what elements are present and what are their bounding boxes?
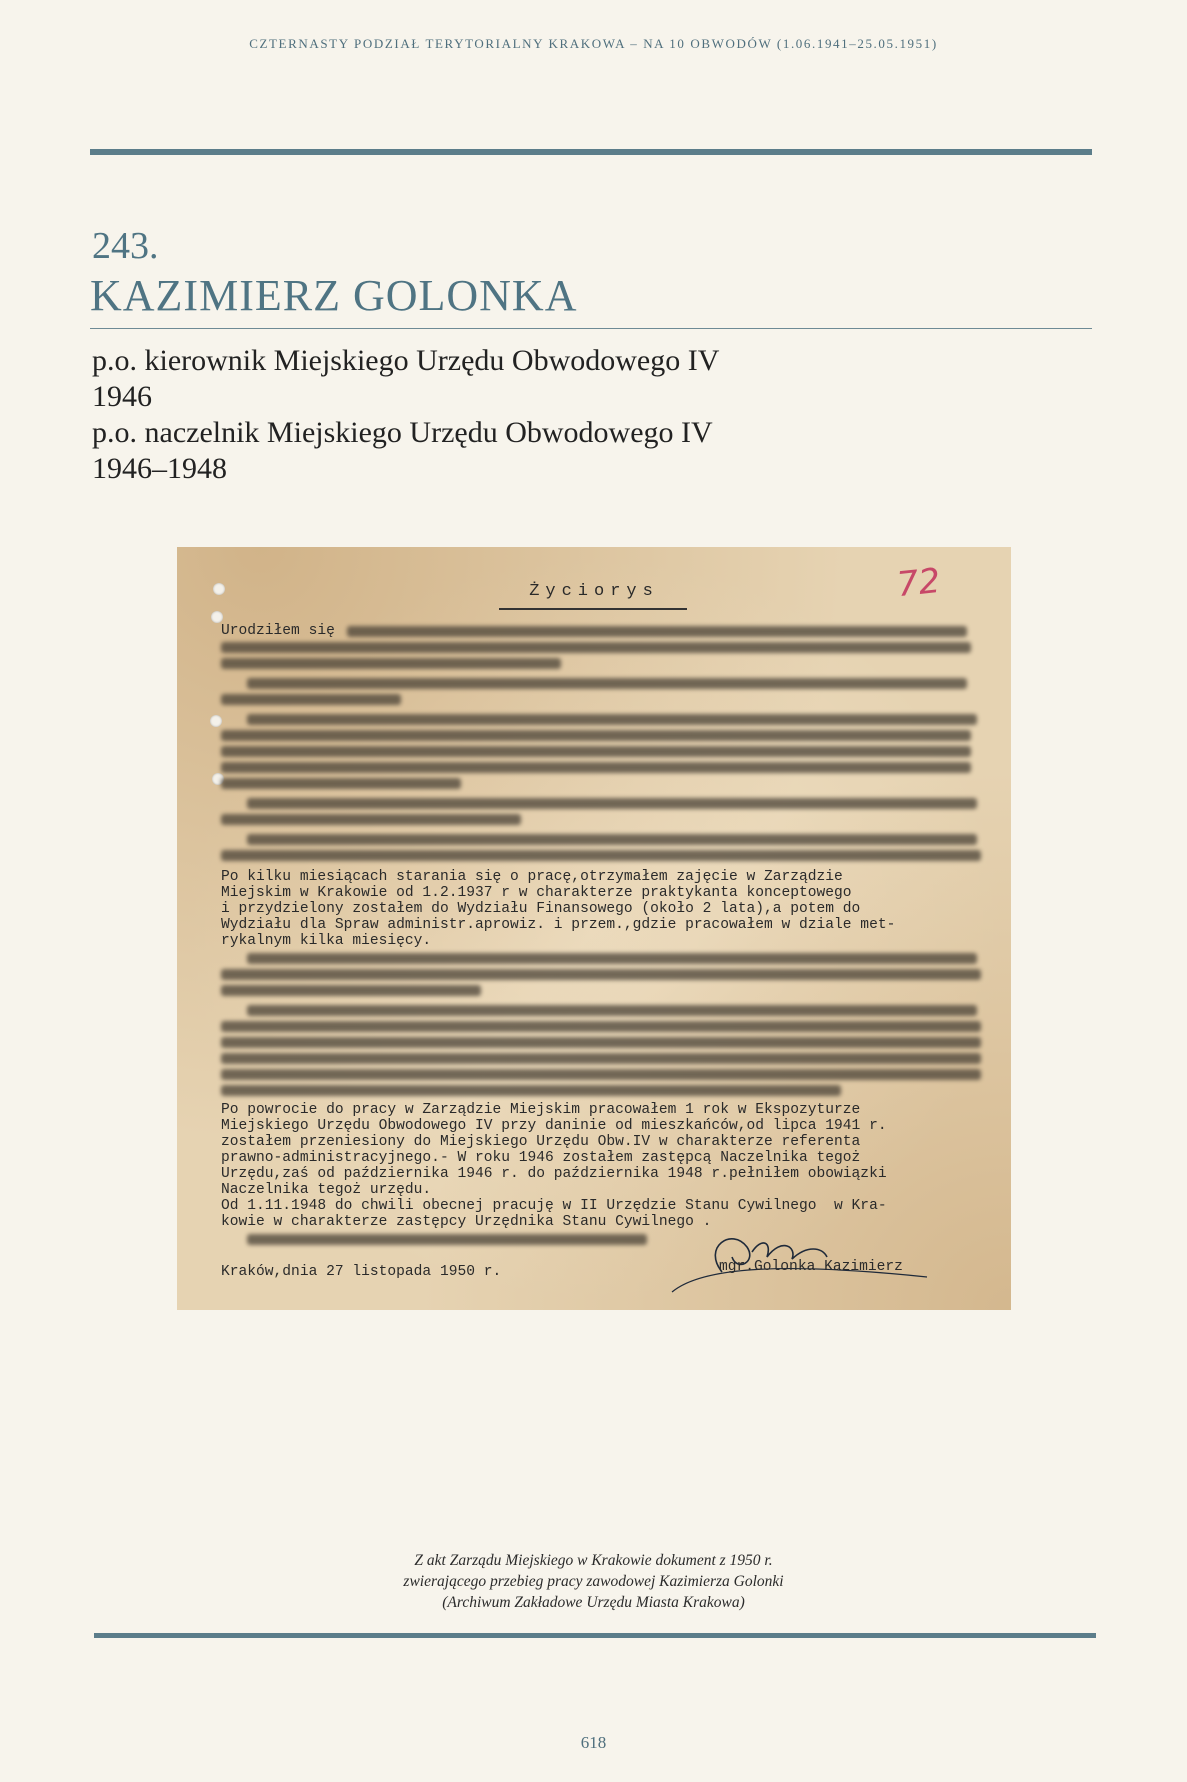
- redacted-line: [221, 694, 401, 705]
- text-line: i przydzielony zostałem do Wydziału Finansowego (około 2 lata),a potem do: [221, 901, 861, 917]
- redacted-line: [221, 969, 981, 980]
- entry-number: 243.: [92, 225, 159, 267]
- redacted-line: [221, 1069, 981, 1080]
- redacted-line: [221, 1053, 981, 1064]
- redacted-line: [221, 1037, 981, 1048]
- title-underline: [499, 608, 687, 610]
- entry-name: KAZIMIERZ GOLONKA: [90, 271, 578, 320]
- redacted-line: [221, 850, 981, 861]
- redacted-line: [247, 678, 967, 689]
- text-line: rykalnym kilka miesięcy.: [221, 933, 432, 949]
- role-line-1: p.o. kierownik Miejskiego Urzędu Obwodowego IV: [92, 344, 720, 377]
- redacted-line: [247, 834, 977, 845]
- archival-document-scan: [177, 547, 1011, 1310]
- redacted-line: [221, 814, 521, 825]
- text-line: Wydziału dla Spraw administr.aprowiz. i przem.,gdzie pracowałem w dziale met-: [221, 917, 896, 933]
- caption-line-3: (Archiwum Zakładowe Urzędu Miasta Krakowa): [442, 1594, 745, 1611]
- redacted-line: [247, 714, 977, 725]
- redacted-line: [221, 642, 971, 653]
- running-head: CZTERNASTY PODZIAŁ TERYTORIALNY KRAKOWA – NA 10 OBWODÓW (1.06.1941–25.05.1951): [249, 36, 938, 51]
- redacted-line: [221, 658, 561, 669]
- heading-rule: [90, 328, 1092, 329]
- redacted-line: [221, 730, 971, 741]
- redacted-line: [221, 762, 971, 773]
- redacted-line: [221, 746, 971, 757]
- text-line: Miejskim w Krakowie od 1.2.1937 r w charakterze praktykanta konceptowego: [221, 885, 852, 901]
- text-line: Urzędu,zaś od października 1946 r. do października 1948 r.pełniłem obowiązki: [221, 1166, 887, 1182]
- role-years-1: 1946: [92, 380, 152, 413]
- text-line: zostałem przeniesiony do Miejskiego Urzędu Obw.IV w charakterze referenta: [221, 1134, 861, 1150]
- caption-line-2: zwierającego przebieg pracy zawodowej Kazimierza Golonki: [403, 1573, 784, 1590]
- signature-typed: mgr.Golonka Kazimierz: [719, 1259, 903, 1275]
- text-line: Po powrocie do pracy w Zarządzie Miejskim pracowałem 1 rok w Ekspozyturze: [221, 1102, 861, 1118]
- redacted-line: [247, 1234, 647, 1245]
- redacted-line: [347, 626, 967, 637]
- text-line: kowie w charakterze zastępcy Urzędnika Stanu Cywilnego .: [221, 1214, 712, 1230]
- text-line: Od 1.11.1948 do chwili obecnej pracuję w II Urzędzie Stanu Cywilnego w Kra-: [221, 1198, 887, 1214]
- archive-page-mark: 72: [895, 560, 943, 606]
- text-line: Naczelnika tegoż urzędu.: [221, 1182, 432, 1198]
- bottom-rule: [94, 1633, 1096, 1638]
- redacted-line: [221, 1085, 841, 1096]
- page-number: 618: [580, 1733, 607, 1752]
- punch-hole: [210, 715, 222, 727]
- text-line: prawno-administracyjnego.- W roku 1946 zostałem zastępcą Naczelnika tegoż: [221, 1150, 861, 1166]
- document-title: Życiorys: [529, 582, 659, 601]
- redacted-line: [221, 778, 461, 789]
- role-line-2: p.o. naczelnik Miejskiego Urzędu Obwodowego IV: [92, 416, 713, 449]
- redacted-line: [247, 798, 977, 809]
- place-and-date: Kraków,dnia 27 listopada 1950 r.: [221, 1264, 502, 1280]
- figure-caption: [0, 1550, 1187, 1613]
- redacted-line: [247, 953, 977, 964]
- text-line: Miejskiego Urzędu Obwodowego IV przy daninie od mieszkańców,od lipca 1941 r.: [221, 1118, 887, 1134]
- redacted-line: [221, 1021, 981, 1032]
- caption-line-1: Z akt Zarządu Miejskiego w Krakowie dokument z 1950 r.: [414, 1552, 773, 1569]
- text-line: Urodziłem się: [221, 623, 335, 639]
- top-rule: [90, 149, 1092, 155]
- role-years-2: 1946–1948: [92, 452, 227, 485]
- handwritten-signature: [662, 1217, 932, 1297]
- punch-hole: [211, 611, 223, 623]
- redacted-line: [247, 1005, 977, 1016]
- redacted-line: [221, 985, 481, 996]
- text-line: Po kilku miesiącach starania się o pracę,otrzymałem zajęcie w Zarządzie: [221, 869, 843, 885]
